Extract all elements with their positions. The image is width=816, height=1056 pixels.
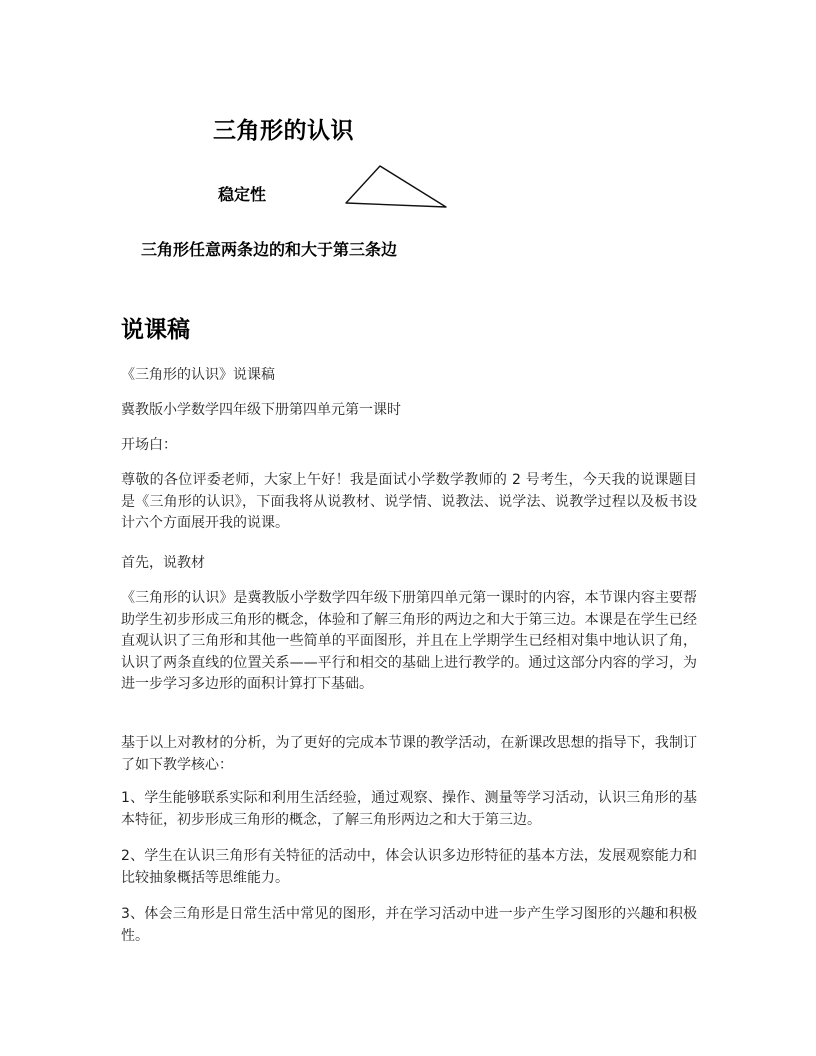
paragraph-opening-label: 开场白： bbox=[121, 437, 177, 453]
paragraph-textbook-label: 首先，说教材 bbox=[121, 555, 205, 571]
board-rule: 三角形任意两条边的和大于第三条边 bbox=[141, 240, 398, 259]
triangle-shape bbox=[346, 166, 446, 207]
triangle-sketch bbox=[340, 160, 455, 212]
paragraph-teaching-core-intro: 基于以上对教材的分析，为了更好的完成本节课的教学活动，在新课改思想的指导下，我制订了如下教学核心： bbox=[121, 735, 697, 773]
paragraph-goal-1: 1、学生能够联系实际和利用生活经验，通过观察、操作、测量等学习活动，认识三角形的基本特征，初步形成三角形的概念，了解三角形两边之和大于第三边。 bbox=[121, 790, 697, 828]
paragraph-opening-speech: 尊敬的各位评委老师，大家上午好！我是面试小学数学教师的 2 号考生，今天我的说课题目是《三角形的认识》，下面我将从说教材、说学情、说教法、说学法、说教学过程以及板书设计六个方面展开我的说课。 bbox=[121, 472, 697, 531]
board-title: 三角形的认识 bbox=[213, 118, 354, 144]
paragraph-goal-2: 2、学生在认识三角形有关特征的活动中，体会认识多边形特征的基本方法，发展观察能力和比较抽象概括等思维能力。 bbox=[121, 848, 697, 886]
paragraph-goal-3: 3、体会三角形是日常生活中常见的图形，并在学习活动中进一步产生学习图形的兴趣和积极性。 bbox=[121, 906, 697, 944]
page-title: 说课稿 bbox=[121, 317, 190, 343]
paragraph-textbook-analysis: 《三角形的认识》是冀教版小学数学四年级下册第四单元第一课时的内容，本节课内容主要帮助学生初步形成三角形的概念，体验和了解三角形的两边之和大于第三边。本课是在学生已经直观认识了三角形和其他一些简单的平面图形，并且在上学期学生已经相对集中地认识了角，认识了两条直线的位置关系——平行和相交的基础上进行教学的。通过这部分内容的学习，为进一步学习多边形的面积计算打下基础。 bbox=[121, 590, 697, 692]
board-stability-label: 稳定性 bbox=[218, 185, 267, 204]
paragraph-edition: 冀教版小学数学四年级下册第四单元第一课时 bbox=[121, 402, 401, 418]
paragraph-doc-title: 《三角形的认识》说课稿 bbox=[121, 367, 275, 383]
